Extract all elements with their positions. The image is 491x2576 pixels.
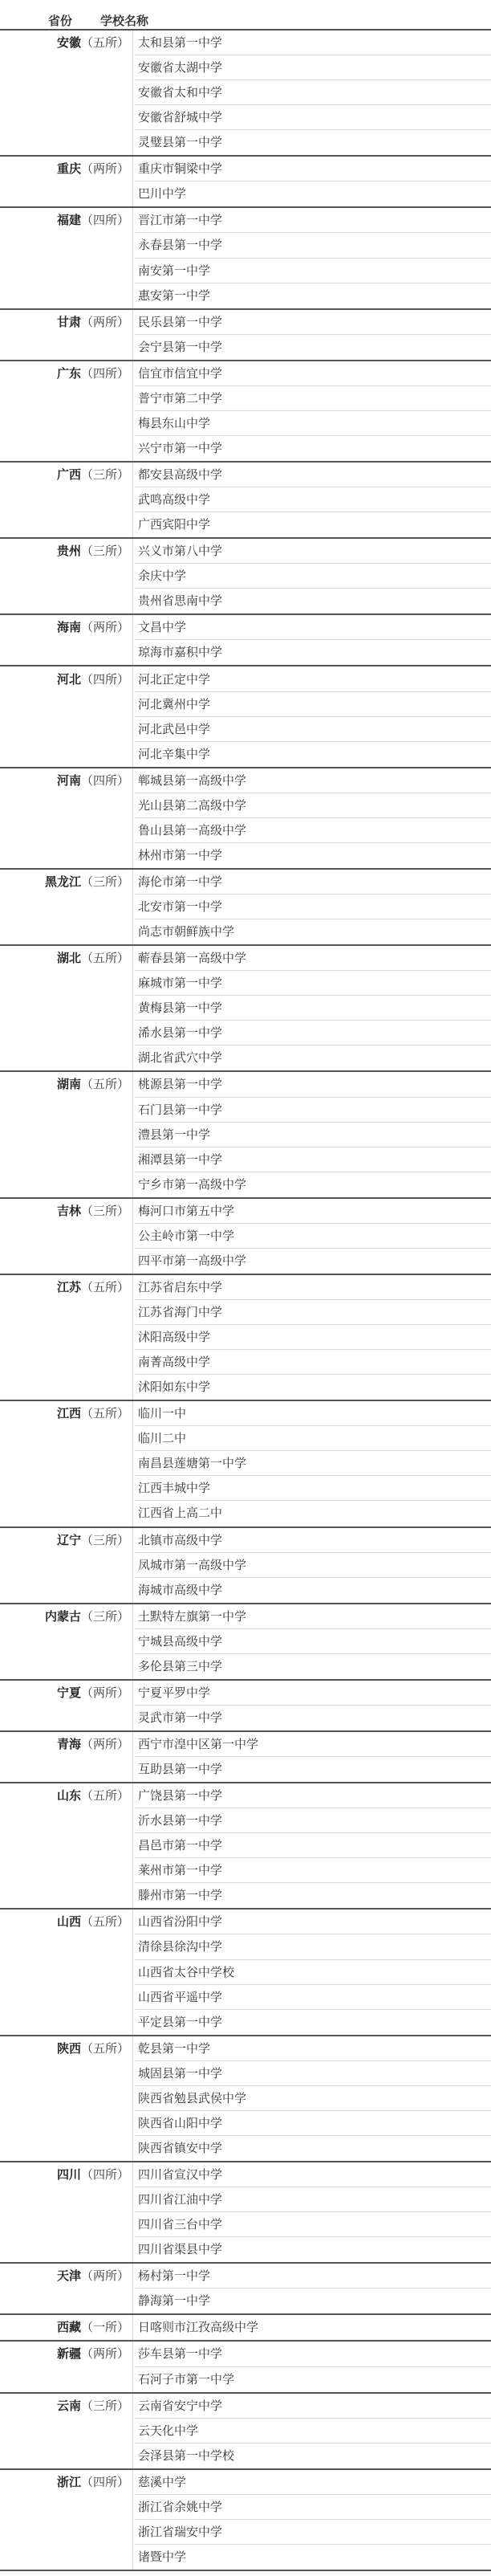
column-divider [132, 1528, 133, 1603]
school-row: 梅县东山中学 [135, 411, 491, 436]
province-school-count: （三所） [80, 2398, 129, 2413]
school-row: 麻城市第一中学 [135, 971, 491, 996]
column-divider [132, 31, 133, 155]
province-name: 福建 [56, 213, 81, 228]
school-row: 文昌中学 [135, 615, 491, 640]
province-school-count: （四所） [80, 213, 129, 228]
province-name: 青海 [56, 1737, 81, 1752]
school-row: 慈溪中学 [135, 2470, 491, 2495]
province-group [0, 1910, 491, 2036]
province-column-header: 省份 [48, 14, 73, 28]
province-cell [0, 2162, 132, 2187]
province-school-count: （三所） [80, 544, 129, 559]
school-row: 江苏省海门中学 [135, 1300, 491, 1325]
school-row: 江西省上高二中 [138, 1506, 223, 1521]
province-name: 山西 [56, 1914, 81, 1930]
school-row: 多伦县第三中学 [138, 1658, 223, 1673]
province-cell [0, 2315, 132, 2340]
province-group [0, 31, 491, 157]
school-row: 桃源县第一中学 [135, 1072, 491, 1097]
province-school-count: （三所） [80, 1203, 129, 1218]
school-row: 临川一中 [135, 1401, 491, 1426]
school-row: 武鸣高级中学 [135, 487, 491, 512]
school-row: 静海第一中学 [138, 2293, 211, 2309]
province-group [0, 2264, 491, 2315]
school-row: 宁夏平罗中学 [135, 1681, 491, 1706]
column-divider [132, 615, 133, 665]
school-row: 浙江省瑞安中学 [135, 2520, 491, 2545]
school-row: 临川二中 [135, 1426, 491, 1451]
school-row: 巴川中学 [138, 186, 187, 202]
school-row: 公主岭市第一中学 [135, 1224, 491, 1249]
school-row: 昌邑市第一中学 [135, 1833, 491, 1858]
table-header [0, 0, 491, 29]
province-group [0, 157, 491, 208]
column-divider [132, 946, 133, 1070]
province-cell [0, 157, 132, 181]
province-group [0, 1275, 491, 1401]
school-row: 灵璧县第一中学 [138, 135, 223, 150]
school-row: 石门县第一中学 [135, 1098, 491, 1123]
school-row: 河北武邑中学 [135, 717, 491, 742]
province-group [0, 361, 491, 463]
province-cell [0, 361, 132, 386]
column-divider [132, 1275, 133, 1400]
school-row: 梅河口市第五中学 [135, 1199, 491, 1224]
province-school-count: （三所） [80, 467, 129, 483]
column-divider [132, 2315, 133, 2340]
province-cell [0, 310, 132, 335]
school-row: 蕲春县第一高级中学 [135, 946, 491, 971]
school-row: 兴义市第八中学 [135, 539, 491, 564]
school-row: 南昌县莲塘第一中学 [135, 1451, 491, 1476]
school-row: 沭阳如东中学 [138, 1380, 211, 1395]
province-name: 云南 [56, 2398, 81, 2413]
column-divider [132, 1401, 133, 1526]
province-school-count: （四所） [80, 772, 129, 788]
school-row: 石河子市第一中学 [138, 2371, 235, 2386]
school-row: 江西丰城中学 [135, 1476, 491, 1501]
school-row: 互助县第一中学 [138, 1762, 223, 1777]
column-divider [132, 157, 133, 206]
province-name: 海南 [56, 620, 81, 635]
province-name: 湖南 [56, 1077, 81, 1092]
school-row: 陕西省勉县武侯中学 [135, 2086, 491, 2111]
province-group [0, 1604, 491, 1681]
school-row: 陕西省镇安中学 [138, 2140, 223, 2155]
school-row: 沭阳高级中学 [135, 1325, 491, 1350]
province-school-count: （五所） [80, 1788, 129, 1804]
province-group [0, 1072, 491, 1198]
province-cell [0, 539, 132, 564]
column-divider [132, 1072, 133, 1196]
school-row: 重庆市铜梁中学 [135, 157, 491, 181]
school-row: 四川省江油中学 [135, 2187, 491, 2212]
school-row: 四川省三台中学 [135, 2212, 491, 2237]
school-row: 清徐县徐沟中学 [135, 1934, 491, 1959]
province-name: 新疆 [56, 2346, 81, 2362]
province-group [0, 2342, 491, 2393]
school-row: 会宁县第一中学 [138, 339, 223, 354]
school-row: 诸暨中学 [138, 2549, 187, 2564]
province-group [0, 1732, 491, 1783]
school-row: 晋江市第一中学 [135, 208, 491, 233]
school-row: 琼海市嘉积中学 [138, 645, 223, 660]
province-name: 宁夏 [56, 1685, 81, 1700]
province-school-count: （四所） [80, 365, 129, 381]
school-row: 山西省太谷中学校 [135, 1960, 491, 1985]
province-school-count: （五所） [80, 2040, 129, 2056]
province-school-count: （两所） [80, 161, 129, 177]
province-group [0, 1528, 491, 1604]
province-name: 浙江 [56, 2474, 81, 2489]
province-group [0, 2394, 491, 2470]
province-cell [0, 2264, 132, 2289]
province-group [0, 208, 491, 309]
province-cell [0, 2394, 132, 2419]
school-row: 海伦市第一中学 [135, 870, 491, 895]
province-group [0, 463, 491, 539]
province-name: 内蒙古 [44, 1608, 81, 1624]
school-row: 山西省平遥中学 [135, 1985, 491, 2010]
school-row: 广西宾阳中学 [138, 517, 211, 532]
school-row: 河北辛集中学 [138, 746, 211, 761]
school-row: 城固县第一中学 [135, 2061, 491, 2086]
school-row: 湖北省武穴中学 [138, 1050, 223, 1066]
province-school-count: （五所） [80, 1279, 129, 1294]
province-name: 重庆 [56, 161, 81, 177]
province-name: 四川 [56, 2167, 81, 2183]
school-row: 灵武市第一中学 [138, 1710, 223, 1725]
province-name: 河南 [56, 772, 81, 788]
province-school-count: （两所） [80, 1737, 129, 1752]
column-divider [132, 1732, 133, 1782]
school-row: 北镇市高级中学 [135, 1528, 491, 1553]
province-group [0, 667, 491, 768]
school-row: 乾县第一中学 [135, 2036, 491, 2061]
province-name: 陕西 [56, 2040, 81, 2056]
province-cell [0, 1681, 132, 1706]
school-row: 安徽省太湖中学 [135, 55, 491, 80]
province-name: 湖北 [56, 951, 81, 966]
province-school-count: （五所） [80, 1077, 129, 1092]
school-row: 普宁市第二中学 [135, 386, 491, 411]
school-row: 山西省汾阳中学 [135, 1910, 491, 1934]
school-row: 四川省宣汉中学 [135, 2162, 491, 2187]
column-divider [132, 361, 133, 461]
school-row: 日喀则市江孜高级中学 [138, 2320, 259, 2335]
school-row: 鲁山县第一高级中学 [135, 818, 491, 843]
province-group [0, 2470, 491, 2571]
province-group [0, 2162, 491, 2264]
province-school-count: （两所） [80, 1685, 129, 1700]
school-row: 浠水县第一中学 [135, 1021, 491, 1045]
school-row: 澧县第一中学 [135, 1123, 491, 1147]
school-row: 都安县高级中学 [135, 463, 491, 487]
school-row: 会泽县第一中学校 [138, 2448, 235, 2463]
school-row: 光山县第二高级中学 [135, 793, 491, 818]
province-cell [0, 946, 132, 971]
province-group [0, 1681, 491, 1732]
province-school-count: （两所） [80, 314, 129, 329]
province-name: 江苏 [56, 1279, 81, 1294]
column-divider [132, 1910, 133, 2034]
province-name: 西藏 [56, 2320, 81, 2335]
school-row: 莱州市第一中学 [135, 1858, 491, 1883]
province-group [0, 1783, 491, 1910]
school-row: 太和县第一中学 [135, 31, 491, 55]
column-divider [132, 310, 133, 360]
school-row: 南菁高级中学 [135, 1350, 491, 1375]
school-row: 南安第一中学 [135, 259, 491, 283]
province-group [0, 768, 491, 870]
province-group [0, 946, 491, 1072]
school-row: 林州市第一中学 [138, 847, 223, 862]
province-cell [0, 1604, 132, 1629]
school-row: 滕州市第一中学 [138, 1888, 223, 1903]
school-row: 土默特左旗第一中学 [135, 1604, 491, 1629]
province-name: 贵州 [56, 544, 81, 559]
province-group [0, 2036, 491, 2162]
school-row: 信宜市信宜中学 [135, 361, 491, 386]
province-cell [0, 1783, 132, 1808]
province-name: 甘肃 [56, 314, 81, 329]
column-divider [132, 2264, 133, 2313]
school-row: 永春县第一中学 [135, 233, 491, 258]
province-cell [0, 1401, 132, 1426]
column-divider [132, 1199, 133, 1274]
school-row: 湘潭县第一中学 [135, 1147, 491, 1172]
province-name: 山东 [56, 1788, 81, 1804]
province-school-count: （四所） [80, 671, 129, 687]
column-divider [132, 2162, 133, 2262]
school-row: 西宁市湟中区第一中学 [135, 1732, 491, 1757]
province-name: 江西 [56, 1406, 81, 1421]
province-name: 黑龙江 [44, 874, 81, 889]
province-school-count: （两所） [80, 2346, 129, 2362]
school-row: 莎车县第一中学 [135, 2342, 491, 2366]
school-row: 余庆中学 [135, 564, 491, 589]
school-row: 宁城县高级中学 [135, 1629, 491, 1654]
province-school-count: （五所） [80, 1406, 129, 1421]
school-row: 海城市高级中学 [138, 1582, 223, 1597]
province-name: 辽宁 [56, 1532, 81, 1547]
school-row: 北安市第一中学 [135, 895, 491, 919]
column-divider [132, 768, 133, 868]
school-row: 四平市第一高级中学 [138, 1253, 247, 1268]
province-school-count: （一所） [80, 2320, 129, 2335]
school-row: 河北正定中学 [135, 667, 491, 692]
school-row: 贵州省思南中学 [138, 593, 223, 609]
school-row: 惠安第一中学 [138, 287, 211, 303]
province-cell [0, 870, 132, 895]
column-divider [132, 2342, 133, 2391]
province-name: 广东 [56, 365, 81, 381]
province-school-count: （五所） [80, 35, 129, 50]
province-school-count: （三所） [80, 1532, 129, 1547]
column-divider [132, 208, 133, 308]
column-divider [132, 539, 133, 613]
school-row: 安徽省舒城中学 [135, 105, 491, 130]
province-name: 吉林 [56, 1203, 81, 1218]
province-cell [0, 208, 132, 233]
province-group [0, 615, 491, 666]
province-cell [0, 463, 132, 487]
province-cell [0, 2036, 132, 2061]
column-divider [132, 463, 133, 537]
column-divider [132, 2470, 133, 2570]
column-divider [132, 1604, 133, 1679]
school-row: 黄梅县第一中学 [135, 996, 491, 1021]
province-group [0, 870, 491, 946]
province-group [0, 2315, 491, 2342]
province-cell [0, 31, 132, 55]
school-row: 四川省渠县中学 [138, 2242, 223, 2257]
school-row: 平定县第一中学 [138, 2014, 223, 2029]
school-column-header: 学校名称 [100, 14, 149, 28]
school-row: 郸城县第一高级中学 [135, 768, 491, 793]
school-row: 安徽省太和中学 [135, 80, 491, 105]
school-row: 云天化中学 [135, 2419, 491, 2444]
province-school-count: （三所） [80, 1608, 129, 1624]
school-row: 浙江省余姚中学 [135, 2495, 491, 2520]
province-name: 安徽 [56, 35, 81, 50]
province-group [0, 1401, 491, 1527]
province-school-count: （五所） [80, 951, 129, 966]
school-row: 江苏省启东中学 [135, 1275, 491, 1300]
province-school-count: （三所） [80, 874, 129, 889]
school-row: 沂水县第一中学 [135, 1808, 491, 1833]
province-cell [0, 1072, 132, 1097]
province-group [0, 1199, 491, 1275]
school-row: 尚志市朝鲜族中学 [138, 924, 235, 940]
province-cell [0, 1910, 132, 1934]
province-school-count: （五所） [80, 1914, 129, 1930]
province-cell [0, 2470, 132, 2495]
column-divider [132, 1783, 133, 1908]
column-divider [132, 870, 133, 944]
column-divider [132, 667, 133, 767]
province-cell [0, 1275, 132, 1300]
province-group [0, 539, 491, 615]
province-school-count: （两所） [80, 2268, 129, 2284]
province-cell [0, 1528, 132, 1553]
school-row: 河北冀州中学 [135, 692, 491, 717]
school-row: 广饶县第一中学 [135, 1783, 491, 1808]
column-divider [132, 1681, 133, 1730]
province-name: 广西 [56, 467, 81, 483]
province-cell [0, 2342, 132, 2366]
school-row: 兴宁市第一中学 [138, 440, 223, 455]
province-group [0, 310, 491, 361]
school-row: 民乐县第一中学 [135, 310, 491, 335]
province-cell [0, 768, 132, 793]
school-row: 宁乡市第一高级中学 [138, 1176, 247, 1192]
school-row: 云南省安宁中学 [135, 2394, 491, 2419]
school-row: 杨村第一中学 [135, 2264, 491, 2289]
province-school-count: （四所） [80, 2167, 129, 2183]
province-cell [0, 667, 132, 692]
province-school-count: （四所） [80, 2474, 129, 2489]
column-divider [132, 2036, 133, 2161]
province-cell [0, 1732, 132, 1757]
province-name: 河北 [56, 671, 81, 687]
column-divider [132, 2394, 133, 2468]
school-row: 凤城市第一高级中学 [135, 1553, 491, 1578]
province-school-count: （两所） [80, 620, 129, 635]
province-cell [0, 615, 132, 640]
province-name: 天津 [56, 2268, 81, 2284]
school-row: 陕西省山阳中学 [135, 2111, 491, 2136]
province-cell [0, 1199, 132, 1224]
